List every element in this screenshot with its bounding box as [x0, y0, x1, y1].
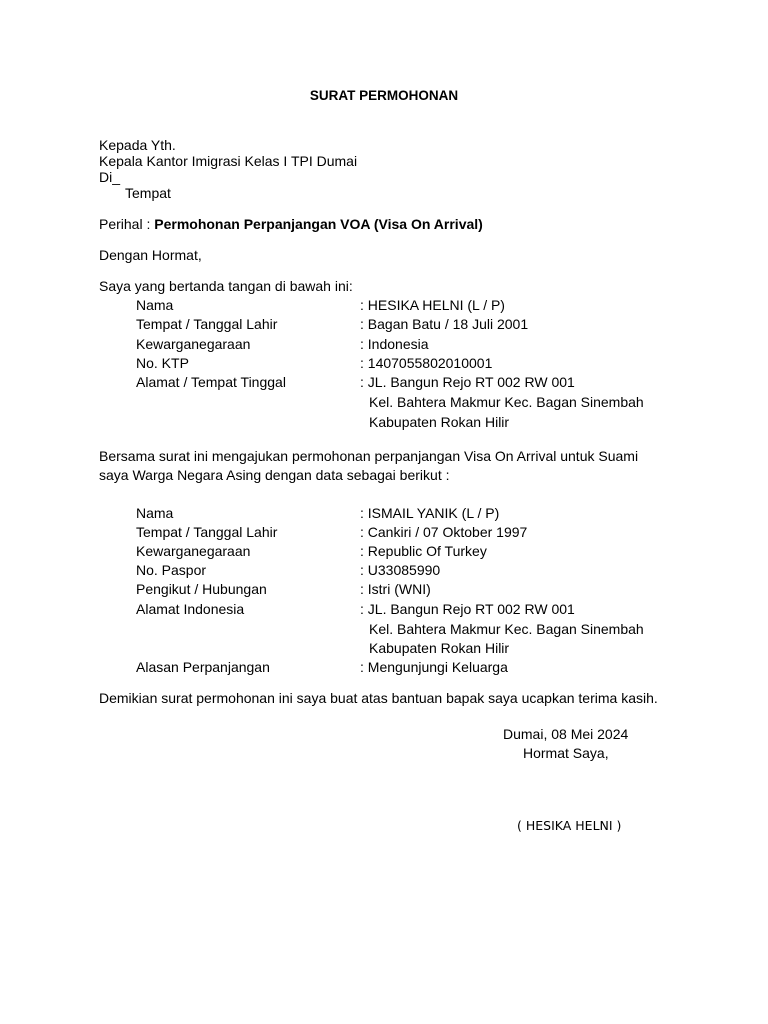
- applicant-value-ktp: : 1407055802010001: [360, 355, 493, 371]
- signature-place-date: Dumai, 08 Mei 2024: [503, 726, 629, 742]
- foreigner-label-birth: Tempat / Tanggal Lahir: [136, 524, 278, 540]
- subject-text: Permohonan Perpanjangan VOA (Visa On Arrival): [154, 216, 483, 232]
- foreigner-label-name: Nama: [136, 505, 174, 521]
- signature-name: ( HESIKA HELNI ): [517, 818, 622, 833]
- foreigner-value-address: : JL. Bangun Rejo RT 002 RW 001: [360, 601, 575, 617]
- intro-text: Saya yang bertanda tangan di bawah ini:: [99, 278, 353, 294]
- subject-label: Perihal :: [99, 216, 155, 232]
- applicant-label-name: Nama: [136, 297, 174, 313]
- applicant-label-address: Alamat / Tempat Tinggal: [136, 374, 286, 390]
- foreigner-label-citizenship: Kewarganegaraan: [136, 543, 251, 559]
- body-line-1: Bersama surat ini mengajukan permohonan perpanjangan Visa On Arrival untuk Suami: [99, 448, 639, 464]
- foreigner-value-name: : ISMAIL YANIK (L / P): [360, 505, 500, 521]
- applicant-value-citizenship: : Indonesia: [360, 336, 429, 352]
- foreigner-address-line-3: Kabupaten Rokan Hilir: [369, 640, 510, 656]
- foreigner-address-line-2: Kel. Bahtera Makmur Kec. Bagan Sinembah: [369, 621, 644, 637]
- recipient-line-4: Tempat: [125, 185, 171, 201]
- foreigner-label-address: Alamat Indonesia: [136, 601, 245, 617]
- closing-text: Demikian surat permohonan ini saya buat atas bantuan bapak saya ucapkan terima kasih.: [99, 690, 658, 706]
- foreigner-label-relation: Pengikut / Hubungan: [136, 581, 267, 597]
- foreigner-value-birth: : Cankiri / 07 Oktober 1997: [360, 524, 528, 540]
- applicant-value-name: : HESIKA HELNI (L / P): [360, 297, 505, 313]
- applicant-label-birth: Tempat / Tanggal Lahir: [136, 316, 278, 332]
- foreigner-value-reason: : Mengunjungi Keluarga: [360, 659, 508, 675]
- recipient-line-2: Kepala Kantor Imigrasi Kelas I TPI Dumai: [99, 153, 358, 169]
- foreigner-value-relation: : Istri (WNI): [360, 581, 431, 597]
- signature-regards: Hormat Saya,: [523, 745, 609, 761]
- applicant-address-line-2: Kel. Bahtera Makmur Kec. Bagan Sinembah: [369, 394, 644, 410]
- body-line-2: saya Warga Negara Asing dengan data sebagai berikut :: [99, 467, 450, 483]
- page-title: SURAT PERMOHONAN: [309, 88, 459, 103]
- applicant-value-birth: : Bagan Batu / 18 Juli 2001: [360, 316, 529, 332]
- foreigner-value-citizenship: : Republic Of Turkey: [360, 543, 487, 559]
- recipient-line-1: Kepada Yth.: [99, 137, 176, 153]
- applicant-address-line-3: Kabupaten Rokan Hilir: [369, 414, 510, 430]
- foreigner-value-passport: : U33085990: [360, 562, 441, 578]
- applicant-label-citizenship: Kewarganegaraan: [136, 336, 251, 352]
- foreigner-label-reason: Alasan Perpanjangan: [136, 659, 270, 675]
- applicant-value-address: : JL. Bangun Rejo RT 002 RW 001: [360, 374, 575, 390]
- greeting: Dengan Hormat,: [99, 247, 202, 263]
- subject-line: [99, 215, 483, 233]
- foreigner-label-passport: No. Paspor: [136, 562, 207, 578]
- recipient-line-3: Di_: [99, 169, 121, 185]
- applicant-label-ktp: No. KTP: [136, 355, 189, 371]
